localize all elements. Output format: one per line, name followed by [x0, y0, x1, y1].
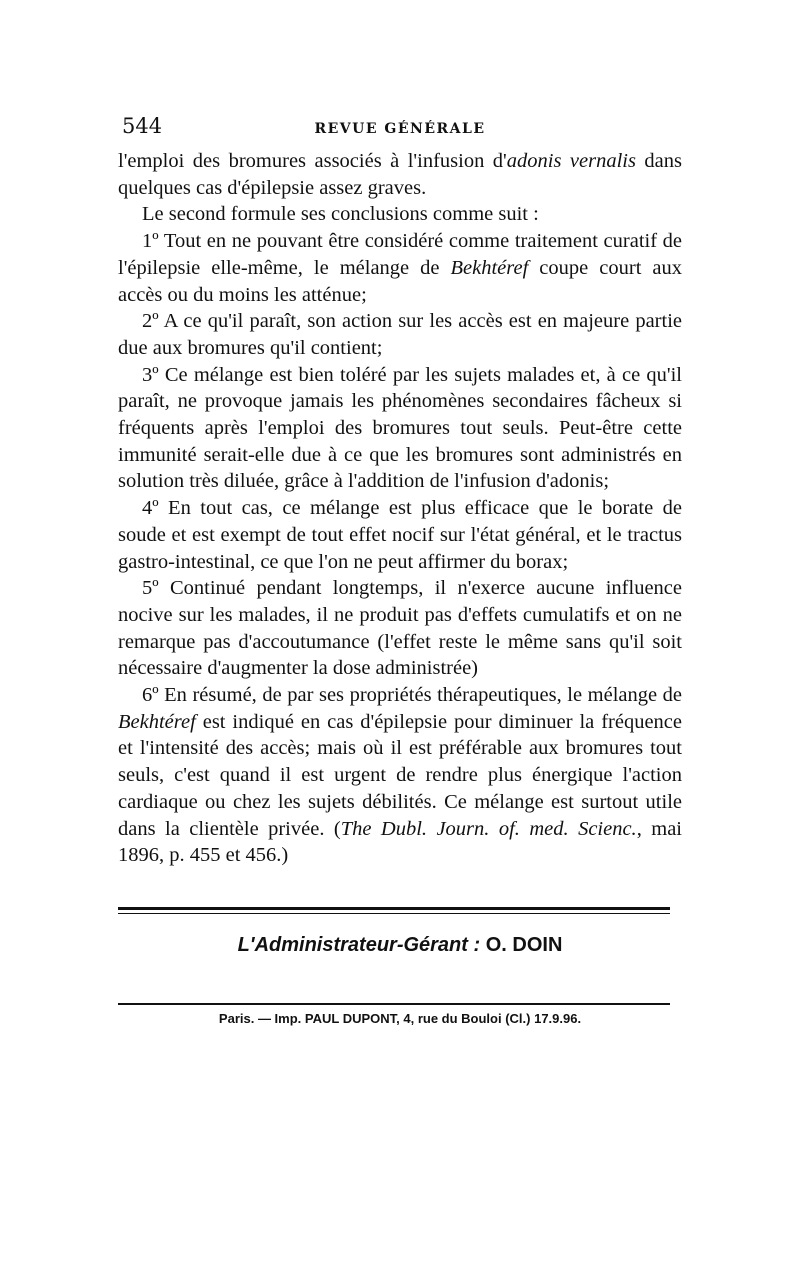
article-body: [118, 148, 682, 869]
intro-paragraph: [118, 148, 682, 201]
page-number: 544: [122, 114, 163, 138]
document-page: [118, 112, 682, 1026]
footer-double-rule: [118, 907, 670, 914]
source-citation: The Dubl. Journ. of. med. Scienc.: [340, 817, 637, 840]
administrator-line: [118, 934, 682, 957]
conclusion-5: 5º Continué pendant longtemps, il n'exerce aucune influence nocive sur les malades, il ne produit pas d'effets cumulatifs et on ne remarque pas d'accoutumance (l'effet reste le même sans qu'il soit nécessaire d'augmenter la dose administrée): [118, 577, 682, 680]
page-header: [118, 112, 682, 148]
conclusion-2: 2º A ce qu'il paraît, son action sur les accès est en majeure partie due aux bromures qu'il contient;: [118, 310, 682, 359]
intro-text-end: dans quelques cas d'épilepsie assez graves.: [118, 150, 683, 199]
conclusion-intro: Le second formule ses conclusions comme suit :: [142, 203, 539, 226]
conclusion-1-text-end: coupe court aux accès ou du moins les atténue;: [118, 256, 682, 306]
conclusion-6-italic: Bekhtéref: [118, 710, 196, 733]
conclusion-6: [118, 682, 682, 869]
administrator-label: L'Administrateur-Gérant :: [237, 933, 481, 956]
running-head: REVUE GÉNÉRALE: [314, 121, 486, 137]
conclusion-1-italic: Bekhtéref: [450, 256, 529, 279]
conclusion-3: 3º Ce mélange est bien toléré par les sujets malades et, à ce qu'il paraît, ne provoque jamais les phénomènes secondaires fâcheux si fréquents après l'emploi des bromures tout seuls. Peut-être cette immunité serait-elle due à ce que les bromures sont administrés en solution très diluée, grâce à l'addition de l'infusion d'adonis;: [118, 363, 682, 493]
printer-imprint: Paris. — Imp. PAUL DUPONT, 4, rue du Bouloi (Cl.) 17.9.96.: [218, 1010, 582, 1026]
conclusion-6-text-end: , mai 1896, p. 455 et 456.): [118, 817, 682, 867]
conclusion-6-text: 6º En résumé, de par ses propriétés thérapeutiques, le mélange de: [142, 684, 682, 707]
conclusion-6-text-mid: est indiqué en cas d'épilepsie pour diminuer la fréquence et l'intensité des accès; mais où il est préférable aux bromures tout seuls, c'est quand il est urgent de rendre plus énergique l'action cardiaque ou chez les sujets débilités. Ce mélange est surtout utile dans la clientèle privée. (: [118, 710, 682, 840]
thick-rule: [118, 907, 670, 910]
imprint-rule: [118, 1003, 670, 1005]
thin-rule: [118, 913, 670, 914]
intro-italic: adonis vernalis: [506, 150, 636, 172]
administrator-name: O. DOIN: [485, 933, 563, 956]
conclusion-1: [118, 228, 682, 308]
intro-text: l'emploi des bromures associés à l'infusion d': [118, 150, 507, 172]
conclusion-1-text: 1º Tout en ne pouvant être considéré comme traitement curatif de l'épilepsie elle-même, le mélange de: [118, 230, 682, 279]
conclusion-4: 4º En tout cas, ce mélange est plus efficace que le borate de soude et est exempt de tout effet nocif sur l'état général, et le tractus gastro-intestinal, ce que l'on ne peut affirmer du borax;: [118, 497, 682, 573]
